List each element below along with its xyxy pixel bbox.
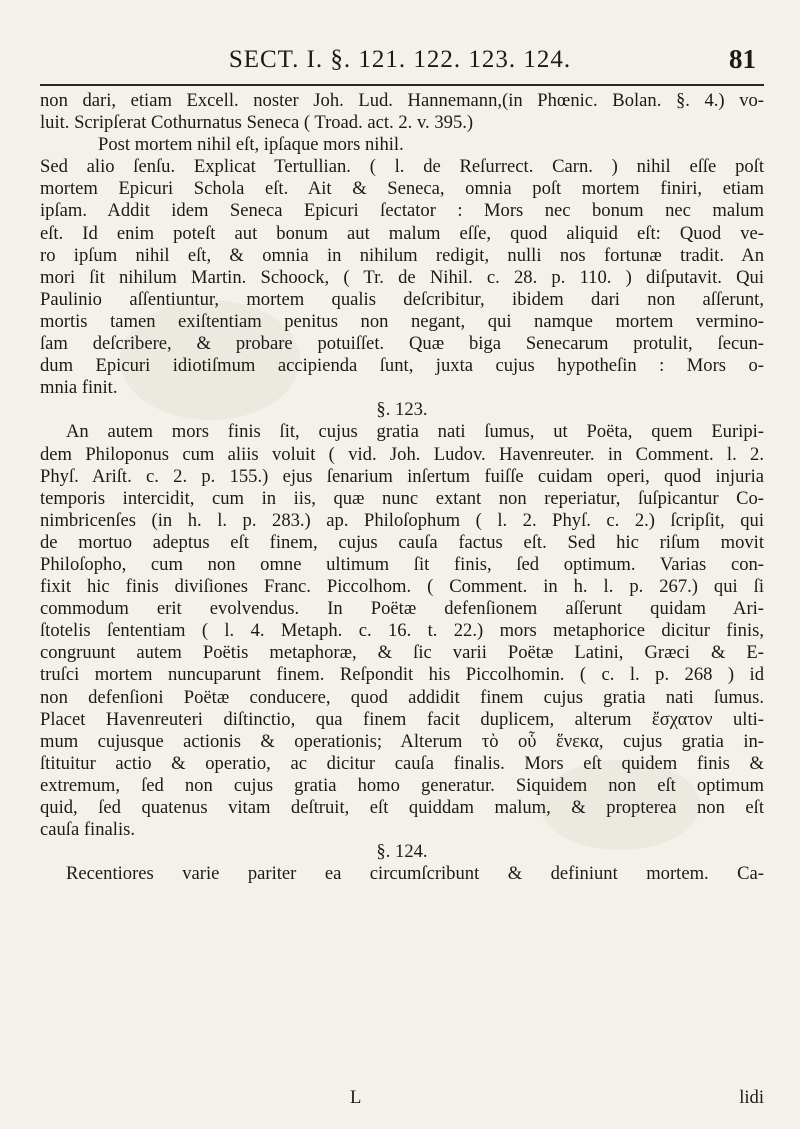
text-line: truſci mortem nuncuparunt finem. Reſpondit his Piccolhomin. ( c. l. p. 268 ) id	[40, 664, 764, 686]
text-line: Philoſopho, cum non omne ultimum ſit finis, ſed optimum. Varias con-	[40, 553, 764, 575]
text-line: Recentiores varie pariter ea circumſcribunt & definiunt mortem. Ca-	[66, 863, 764, 885]
text-line: ſtotelis ſententiam ( l. 4. Metaph. c. 16. t. 22.) mors metaphorice dicitur finis,	[40, 620, 764, 642]
section-number: §. 124.	[376, 841, 428, 863]
text-line: ro ipſum nihil eſt, & omnia in nihilum redigit, nulli nos fortunæ tradit. An	[40, 244, 764, 266]
text-line: congruunt autem Poëtis metaphoræ, & ſic varii Poëtæ Latini, Græci & E-	[40, 642, 764, 664]
signature-mark: L	[350, 1087, 362, 1108]
text-line: dum Epicuri idiotiſmum accipienda ſunt, juxta cujus hypotheſin : Mors o-	[40, 355, 764, 377]
text-line: mortis tamen exiſtentiam penitus non negant, qui namque mortem vermino-	[40, 310, 764, 332]
text-line: de mortuo adeptus eſt finem, cujus cauſa factus eſt. Sed hic riſum movit	[40, 531, 764, 553]
text-line: Paulinio aſſentiuntur, mortem qualis deſcribitur, ibidem dari non aſſerunt,	[40, 288, 764, 310]
text-line: commodum erit evolvendus. In Poëtæ defenſionem aſſerunt quidam Ari-	[40, 598, 764, 620]
text-line: dem Philoponus cum aliis voluit ( vid. Joh. Ludov. Havenreuter. in Comment. l. 2.	[40, 443, 764, 465]
text-line: ipſam. Addit idem Seneca Epicuri ſectator : Mors nec bonum nec malum	[40, 200, 764, 222]
text-line: fixit hic finis diviſiones Franc. Piccolhom. ( Comment. in h. l. p. 267.) qui ſi	[40, 576, 764, 598]
text-line: mum cujusque actionis & operationis; Alterum τὸ οὗ ἕνεκα, cujus gratia in-	[40, 730, 764, 752]
section-heading: SECT. I. §. 121. 122. 123. 124.	[228, 46, 572, 73]
text-line: quid, ſed quatenus vitam deſtruit, eſt quiddam malum, & propterea non eſt	[40, 797, 764, 818]
text-line: ſam deſcribere, & probare potuiſſet. Quæ biga Senecarum protulit, ſecun-	[40, 333, 764, 355]
header-rule	[40, 84, 764, 86]
text-line: cauſa finalis.	[40, 819, 135, 841]
running-head	[40, 44, 760, 80]
page-number: 81	[729, 44, 756, 74]
text-line: An autem mors finis ſit, cujus gratia nati ſumus, ut Poëta, quem Euripi-	[66, 421, 764, 443]
text-line: mnia finit.	[40, 377, 118, 399]
text-line: extremum, ſed non cujus gratia homo generatur. Siquidem non eſt optimum	[40, 774, 764, 796]
catchword: lidi	[739, 1087, 764, 1108]
text-line: ſtituitur actio & operatio, ac dicitur cauſa finalis. Mors eſt quidem finis &	[40, 752, 764, 774]
text-line: Post mortem nihil eſt, ipſaque mors nihil.	[98, 134, 404, 156]
text-line: Placet Havenreuteri diſtinctio, qua finem facit duplicem, alterum ἔσχατον ulti-	[40, 708, 764, 730]
text-line: eſt. Id enim poteſt aut bonum aut malum eſſe, quod aliquid eſt: Quod ve-	[40, 222, 764, 244]
body-text	[40, 90, 764, 885]
page-footer	[40, 1087, 764, 1111]
text-line: Sed alio ſenſu. Explicat Tertullian. ( l. de Reſurrect. Carn. ) nihil eſſe poſt	[40, 156, 764, 178]
text-line: luit. Scripſerat Cothurnatus Seneca ( Troad. act. 2. v. 395.)	[40, 112, 474, 134]
text-line: non defenſioni Poëtæ conducere, quod addidit finem cujus gratia nati ſumus.	[40, 686, 764, 708]
text-line: temporis intercidit, cum in iis, quæ nunc extant non reperiatur, ſuſpicantur Co-	[40, 487, 764, 509]
text-line: Phyſ. Ariſt. c. 2. p. 155.) ejus ſenarium inſertum fuiſſe cuidam operi, quod injuria	[40, 465, 764, 487]
text-line: mori ſit nihilum Martin. Schoock, ( Tr. de Nihil. c. 28. p. 110. ) diſputavit. Qui	[40, 266, 764, 288]
text-line: nimbricenſes (in h. l. p. 283.) ap. Philoſophum ( l. 2. Phyſ. c. 2.) ſcripſit, qui	[40, 509, 764, 531]
section-number: §. 123.	[376, 399, 428, 421]
text-line: mortem Epicuri Schola eſt. Ait & Seneca, omnia poſt mortem finiri, etiam	[40, 178, 764, 200]
text-line: non dari, etiam Excell. noster Joh. Lud. Hannemann,(in Phœnic. Bolan. §. 4.) vo-	[40, 90, 764, 111]
